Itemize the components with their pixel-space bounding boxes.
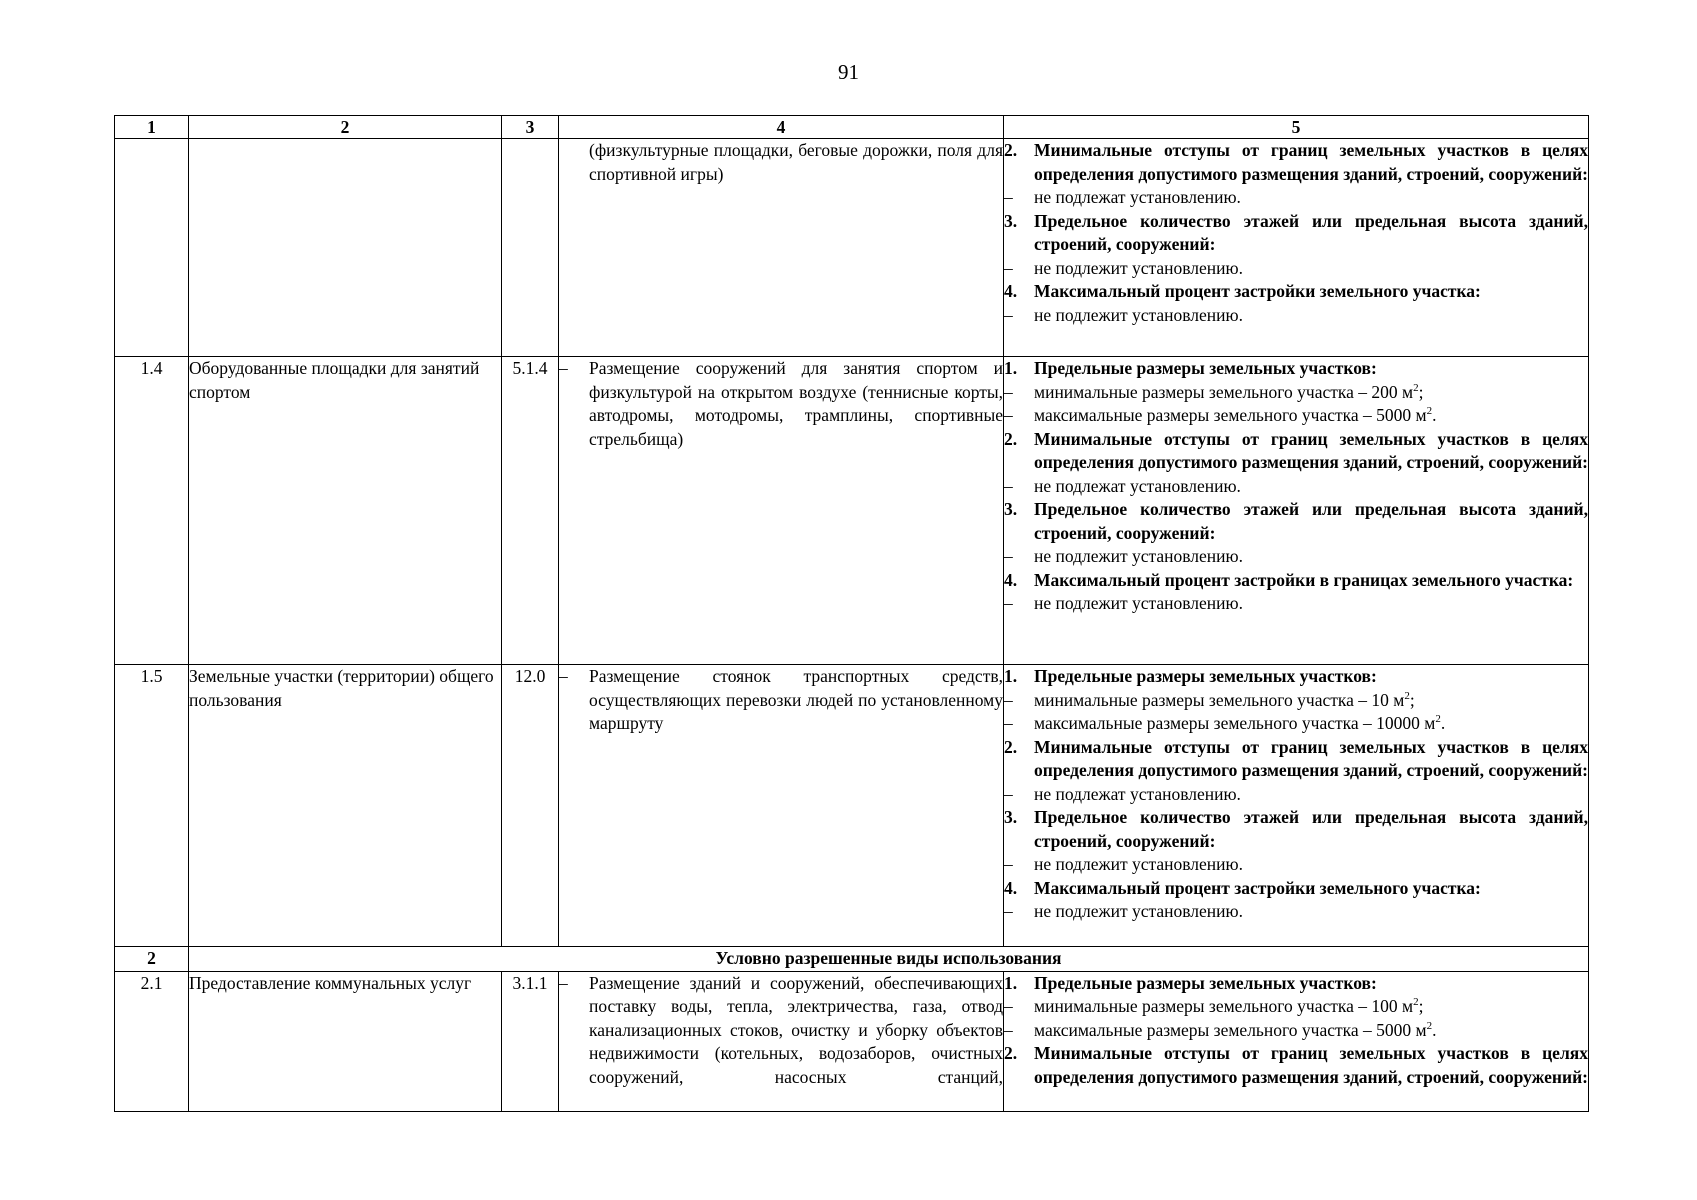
row-params: 1. Предельные размеры земельных участков: – минимальные размеры земельного участка – 10 $м^2$; – максимальные размеры земельного участка – 10000 $м^2$. 2. Минимальные отступы от границ земельных участков в целях определения допустимого размещения зданий, строений, сооружений: – не подлежат установлению. 3. Предельное количество этажей или предельная высота зданий, строений, сооружений: – не подлежит установлению. 4. Максимальный процент застройки земельного участка: – не подлежит установлению. [1004, 665, 1589, 947]
row-code: 12.0 [502, 665, 559, 947]
purpose-text: Размещение зданий и сооружений, обеспечивающих поставку воды, тепла, электричества, газа, отвод канализационных стоков, очистку и уборку объектов недвижимости (котельных, водозаборов, очистных сооружений, насосных станций, [589, 972, 1003, 1087]
row-name: Оборудованные площадки для занятий спортом [189, 357, 502, 665]
param-item: максимальные размеры земельного участка – 5000 $м^2$. [1034, 1019, 1437, 1040]
param-title: Максимальный процент застройки в границах земельного участка: [1034, 569, 1574, 590]
param-item: минимальные размеры земельного участка – 100 $м^2$; [1034, 996, 1424, 1016]
row-params [1004, 139, 1589, 357]
table-row-continuation [115, 139, 1589, 357]
row-code: 5.1.4 [502, 357, 559, 665]
row-code: 3.1.1 [502, 971, 559, 1111]
purpose-text: Размещение сооружений для занятия спортом и физкультурой на открытом воздухе (теннисные корты, автодромы, мотодромы, трамплины, спортивные стрельбища) [589, 358, 1003, 449]
header-row [115, 116, 1589, 139]
purpose-text: Размещение стоянок транспортных средств, осуществляющих перевозки людей по установленному маршруту [589, 666, 1003, 733]
param-title: Максимальный процент застройки земельного участка: [1034, 281, 1481, 301]
row-code [502, 139, 559, 357]
section-number: 2 [115, 947, 189, 972]
param-item: не подлежит установлению. [1034, 257, 1243, 278]
param-title: Минимальные отступы от границ земельных участков в целях определения допустимого размещения зданий, строений, сооружений: [1034, 736, 1588, 780]
purpose-text: (физкультурные площадки, беговые дорожки, поля для спортивной игры) [589, 140, 1003, 184]
param-item: не подлежат установлению. [1034, 187, 1241, 207]
header-col-4: 4 [559, 116, 1004, 139]
row-params: 1. Предельные размеры земельных участков: – минимальные размеры земельного участка – 200 $м^2$; – максимальные размеры земельного участка – 5000 $м^2$. 2. Минимальные отступы от границ земельных участков в целях определения допустимого размещения зданий, строений, сооружений: – не подлежат установлению. 3. Предельное количество этажей или предельная высота зданий, строений, сооружений: – не подлежит установлению. 4. Максимальный процент застройки в границах земельного участка: – не подлежит установлению. [1004, 357, 1589, 665]
param-title: Минимальные отступы от границ земельных участков в целях определения допустимого размещения зданий, строений, сооружений: [1034, 1043, 1588, 1087]
param-title: Предельные размеры земельных участков: [1034, 358, 1377, 378]
header-col-1: 1 [115, 116, 189, 139]
row-number [115, 139, 189, 357]
row-number: 1.4 [115, 357, 189, 665]
row-purpose [559, 139, 1004, 357]
param-item: не подлежит установлению. [1034, 854, 1243, 874]
header-col-5: 5 [1004, 116, 1589, 139]
param-item: максимальные размеры земельного участка – 10000 $м^2$. [1034, 713, 1446, 733]
row-purpose: – Размещение стоянок транспортных средств, осуществляющих перевозки людей по установленному маршруту [559, 665, 1004, 947]
row-params: 1. Предельные размеры земельных участков: – минимальные размеры земельного участка – 100 $м^2$; – максимальные размеры земельного участка – 5000 $м^2$. 2. Минимальные отступы от границ земельных участков в целях определения допустимого размещения зданий, строений, сооружений: [1004, 971, 1589, 1111]
param-title: Максимальный процент застройки земельного участка: [1034, 877, 1481, 898]
param-item: не подлежит установлению. [1034, 546, 1243, 566]
row-name: Предоставление коммунальных услуг [189, 971, 502, 1111]
param-title: Предельное количество этажей или предельная высота зданий, строений, сооружений: [1034, 499, 1588, 543]
param-item: не подлежат установлению. [1034, 783, 1241, 804]
param-title: Предельные размеры земельных участков: [1034, 666, 1377, 686]
page-number: 91 [838, 60, 859, 84]
param-title: Предельное количество этажей или предельная высота зданий, строений, сооружений: [1034, 807, 1588, 851]
param-item: не подлежит установлению. [1034, 593, 1243, 613]
row-purpose: – Размещение сооружений для занятия спортом и физкультурой на открытом воздухе (теннисные корты, автодромы, мотодромы, трамплины, спортивные стрельбища) [559, 357, 1004, 665]
row-purpose: – Размещение зданий и сооружений, обеспечивающих поставку воды, тепла, электричества, газа, отвод канализационных стоков, очистку и уборку объектов недвижимости (котельных, водозаборов, очистных сооружений, насосных станций, [559, 971, 1004, 1111]
table-row [115, 665, 1589, 947]
row-number: 2.1 [115, 971, 189, 1111]
param-title: Предельные размеры земельных участков: [1034, 972, 1377, 993]
table-row [115, 971, 1589, 1111]
param-item: минимальные размеры земельного участка – 200 $м^2$; [1034, 381, 1424, 402]
param-item: не подлежат установлению. [1034, 475, 1241, 496]
param-item: не подлежит установлению. [1034, 901, 1243, 921]
header-col-2: 2 [189, 116, 502, 139]
param-block: 2. Минимальные отступы от границ земельных участков в целях определения допустимого размещения зданий, строений, сооружений: – не подлежат установлению. 3. Предельное количество этажей или предельная высота зданий, строений, сооружений: – не подлежит установлению. 4. Максимальный процент застройки земельного участка: – не подлежит установлению. [1004, 139, 1588, 327]
param-item: не подлежит установлению. [1034, 304, 1243, 325]
param-title: Минимальные отступы от границ земельных участков в целях определения допустимого размещения зданий, строений, сооружений: [1034, 428, 1588, 472]
section-title: Условно разрешенные виды использования [189, 947, 1589, 972]
row-number: 1.5 [115, 665, 189, 947]
param-title: Предельное количество этажей или предельная высота зданий, строений, сооружений: [1034, 210, 1588, 254]
param-item: максимальные размеры земельного участка – 5000 $м^2$. [1034, 405, 1437, 425]
row-name [189, 139, 502, 357]
header-col-3: 3 [502, 116, 559, 139]
param-title: Минимальные отступы от границ земельных участков в целях определения допустимого размещения зданий, строений, сооружений: [1034, 140, 1588, 184]
table-row [115, 357, 1589, 665]
section-row [115, 947, 1589, 972]
param-item: минимальные размеры земельного участка – 10 $м^2$; [1034, 689, 1415, 710]
row-name: Земельные участки (территории) общего пользования [189, 665, 502, 947]
zoning-regulations-table [114, 115, 1589, 1112]
